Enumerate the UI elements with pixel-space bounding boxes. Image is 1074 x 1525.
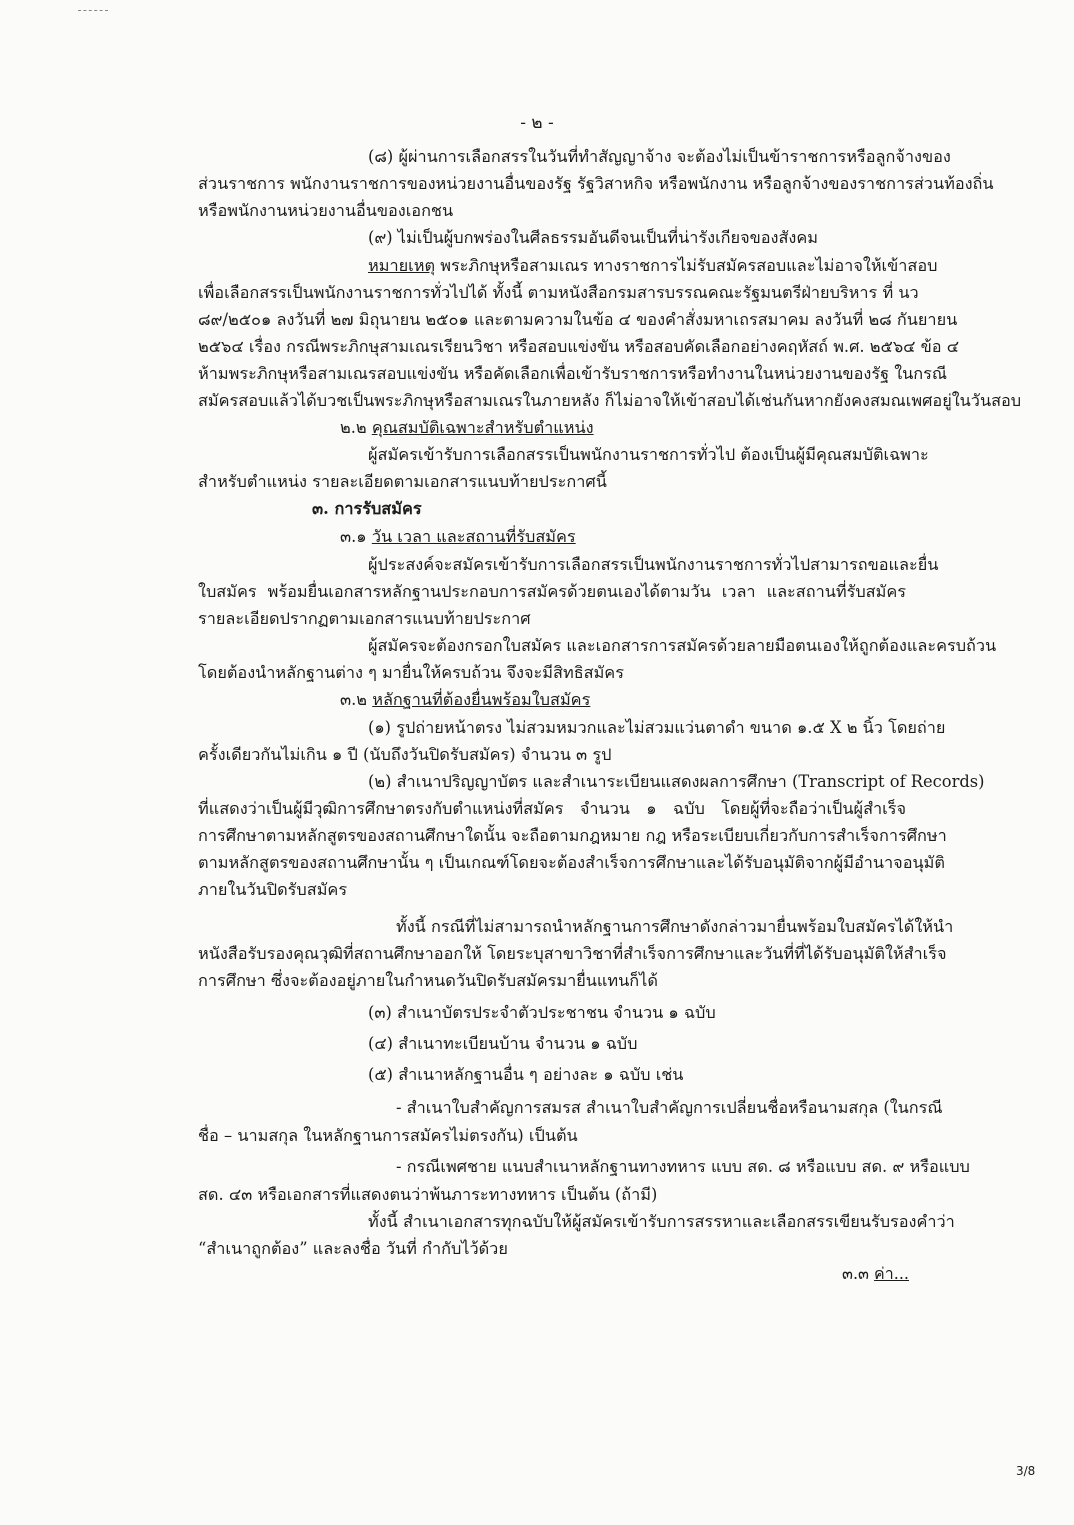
- text-line: สำหรับตำแหน่ง รายละเอียดตามเอกสารแนบท้ายประกาศนี้: [198, 472, 607, 491]
- text-line: ตามหลักสูตรของสถานศึกษานั้น ๆ เป็นเกณฑ์โดยจะต้องสำเร็จการศึกษาและได้รับอนุมัติจากผู้มีอำนาจอนุมัติ: [198, 853, 945, 872]
- text-line: หรือพนักงานหน่วยงานอื่นของเอกชน: [198, 201, 454, 220]
- text-line: “สำเนาถูกต้อง” และลงชื่อ วันที่ กำกับไว้ด้วย: [198, 1239, 508, 1258]
- text-line: ๒๕๖๔ เรื่อง กรณีพระภิกษุสามเณรเรียนวิชา หรือสอบแข่งขัน หรือสอบคัดเลือกอย่างคฤหัสถ์ พ.ศ. ๒๕๖๔ ข้อ ๔: [198, 337, 960, 356]
- text-line: ห้ามพระภิกษุหรือสามเณรสอบแข่งขัน หรือคัดเลือกเพื่อเข้ารับราชการหรือทำงานในหน่วยงานของรัฐ ในกรณี: [198, 364, 948, 383]
- section-heading: [340, 690, 590, 710]
- text-line: สด. ๔๓ หรือเอกสารที่แสดงตนว่าพ้นภาระทางทหาร เป็นต้น (ถ้ามี): [198, 1185, 658, 1204]
- text-line: รายละเอียดปรากฏตามเอกสารแนบท้ายประกาศ: [198, 609, 531, 628]
- section-heading: [340, 527, 576, 547]
- text-line: ทั้งนี้ กรณีที่ไม่สามารถนำหลักฐานการศึกษาดังกล่าวมายื่นพร้อมใบสมัครได้ให้นำ: [396, 917, 954, 936]
- text-line: - สำเนาใบสำคัญการสมรส สำเนาใบสำคัญการเปลี่ยนชื่อหรือนามสกุล (ในกรณี: [396, 1098, 943, 1117]
- text-line: (๑) รูปถ่ายหน้าตรง ไม่สวมหมวกและไม่สวมแว่นตาดำ ขนาด ๑.๕ X ๒ นิ้ว โดยถ่าย: [368, 718, 946, 737]
- section-title: หลักฐานที่ต้องยื่นพร้อมใบสมัคร: [372, 690, 591, 709]
- section-number: ๓.๒: [340, 690, 373, 709]
- text-line: ผู้ประสงค์จะสมัครเข้ารับการเลือกสรรเป็นพนักงานราชการทั่วไปสามารถขอและยื่น: [368, 555, 939, 574]
- note-heading: หมายเหตุ: [368, 256, 436, 275]
- section-title: วัน เวลา และสถานที่รับสมัคร: [371, 527, 576, 546]
- page-number: - ๒ -: [520, 113, 554, 133]
- section-title: คุณสมบัติเฉพาะสำหรับตำแหน่ง: [371, 418, 594, 437]
- text-line: ครั้งเดียวกันไม่เกิน ๑ ปี (นับถึงวันปิดรับสมัคร) จำนวน ๓ รูป: [198, 745, 612, 764]
- text-line: ส่วนราชการ พนักงานราชการของหน่วยงานอื่นของรัฐ รัฐวิสาหกิจ หรือพนักงาน หรือลูกจ้างของราชการส่วนท้องถิ่น: [198, 174, 994, 193]
- text-line: ทั้งนี้ สำเนาเอกสารทุกฉบับให้ผู้สมัครเข้ารับการสรรหาและเลือกสรรเขียนรับรองคำว่า: [368, 1212, 955, 1231]
- text-line: ใบสมัคร พร้อมยื่นเอกสารหลักฐานประกอบการสมัครด้วยตนเองได้ตามวัน เวลา และสถานที่รับสมัคร: [198, 582, 906, 601]
- text-line: (๘) ผู้ผ่านการเลือกสรรในวันที่ทำสัญญาจ้าง จะต้องไม่เป็นข้าราชการหรือลูกจ้างของ: [368, 147, 951, 166]
- text-line: ๘๙/๒๕๐๑ ลงวันที่ ๒๗ มิถุนายน ๒๕๐๑ และตามความในข้อ ๔ ของคำสั่งมหาเถรสมาคม ลงวันที่ ๒๘ กันยายน: [198, 310, 958, 329]
- text-line: (๒) สำเนาปริญญาบัตร และสำเนาระเบียนแสดงผลการศึกษา (Transcript of Records): [368, 772, 985, 791]
- list-item: (๕) สำเนาหลักฐานอื่น ๆ อย่างละ ๑ ฉบับ เช่น: [368, 1065, 684, 1084]
- continuation-word: ค่า...: [874, 1264, 909, 1283]
- section-number: ๒.๒: [340, 418, 372, 437]
- section-heading: [340, 418, 594, 438]
- section-number: ๓.๑: [340, 527, 372, 546]
- text-line: การศึกษา ซึ่งจะต้องอยู่ภายในกำหนดวันปิดรับสมัครมายื่นแทนก็ได้: [198, 971, 658, 990]
- text-line: หนังสือรับรองคุณวุฒิที่สถานศึกษาออกให้ โดยระบุสาขาวิชาที่สำเร็จการศึกษาและวันที่ที่ได้รับอนุมัติให้สำเร็จ: [198, 944, 947, 963]
- text-line: โดยต้องนำหลักฐานต่าง ๆ มายื่นให้ครบถ้วน จึงจะมีสิทธิสมัคร: [198, 663, 624, 682]
- continuation-prefix: ๓.๓: [842, 1264, 875, 1283]
- text-line: ผู้สมัครจะต้องกรอกใบสมัคร และเอกสารการสมัครด้วยลายมือตนเองให้ถูกต้องและครบถ้วน: [368, 636, 997, 655]
- list-item: (๓) สำเนาบัตรประจำตัวประชาชน จำนวน ๑ ฉบับ: [368, 1003, 716, 1022]
- text-line: (๙) ไม่เป็นผู้บกพร่องในศีลธรรมอันดีจนเป็นที่น่ารังเกียจของสังคม: [368, 228, 818, 247]
- text-line: การศึกษาตามหลักสูตรของสถานศึกษาใดนั้น จะถือตามกฎหมาย กฎ หรือระเบียบเกี่ยวกับการสำเร็จการศึกษา: [198, 826, 947, 845]
- text-line: สมัครสอบแล้วได้บวชเป็นพระภิกษุหรือสามเณรในภายหลัง ก็ไม่อาจให้เข้าสอบได้เช่นกันหากยังคงสมณเพศอยู่ในวันสอบ: [198, 391, 1022, 410]
- text-line: ที่แสดงว่าเป็นผู้มีวุฒิการศึกษาตรงกับตำแหน่งที่สมัคร จำนวน ๑ ฉบับ โดยผู้ที่จะถือว่าเป็นผู้สำเร็จ: [198, 799, 906, 818]
- note-line: [368, 256, 938, 276]
- text-line: - กรณีเพศชาย แนบสำเนาหลักฐานทางทหาร แบบ สด. ๘ หรือแบบ สด. ๙ หรือแบบ: [396, 1157, 970, 1176]
- continuation-note: [842, 1262, 909, 1287]
- text-line: เพื่อเลือกสรรเป็นพนักงานราชการทั่วไปได้ ทั้งนี้ ตามหนังสือกรมสารบรรณคณะรัฐมนตรีฝ่ายบริหาร ที่ นว: [198, 283, 919, 302]
- text-line: ภายในวันปิดรับสมัคร: [198, 880, 348, 899]
- text-line: ชื่อ – นามสกุล ในหลักฐานการสมัครไม่ตรงกัน) เป็นต้น: [198, 1126, 578, 1145]
- scan-mark: [78, 10, 108, 11]
- section-heading: ๓. การรับสมัคร: [312, 499, 422, 518]
- page-counter: 3/8: [1016, 1464, 1036, 1478]
- list-item: (๔) สำเนาทะเบียนบ้าน จำนวน ๑ ฉบับ: [368, 1034, 638, 1053]
- text-line: ผู้สมัครเข้ารับการเลือกสรรเป็นพนักงานราชการทั่วไป ต้องเป็นผู้มีคุณสมบัติเฉพาะ: [368, 445, 929, 464]
- note-text: พระภิกษุหรือสามเณร ทางราชการไม่รับสมัครสอบและไม่อาจให้เข้าสอบ: [435, 256, 938, 275]
